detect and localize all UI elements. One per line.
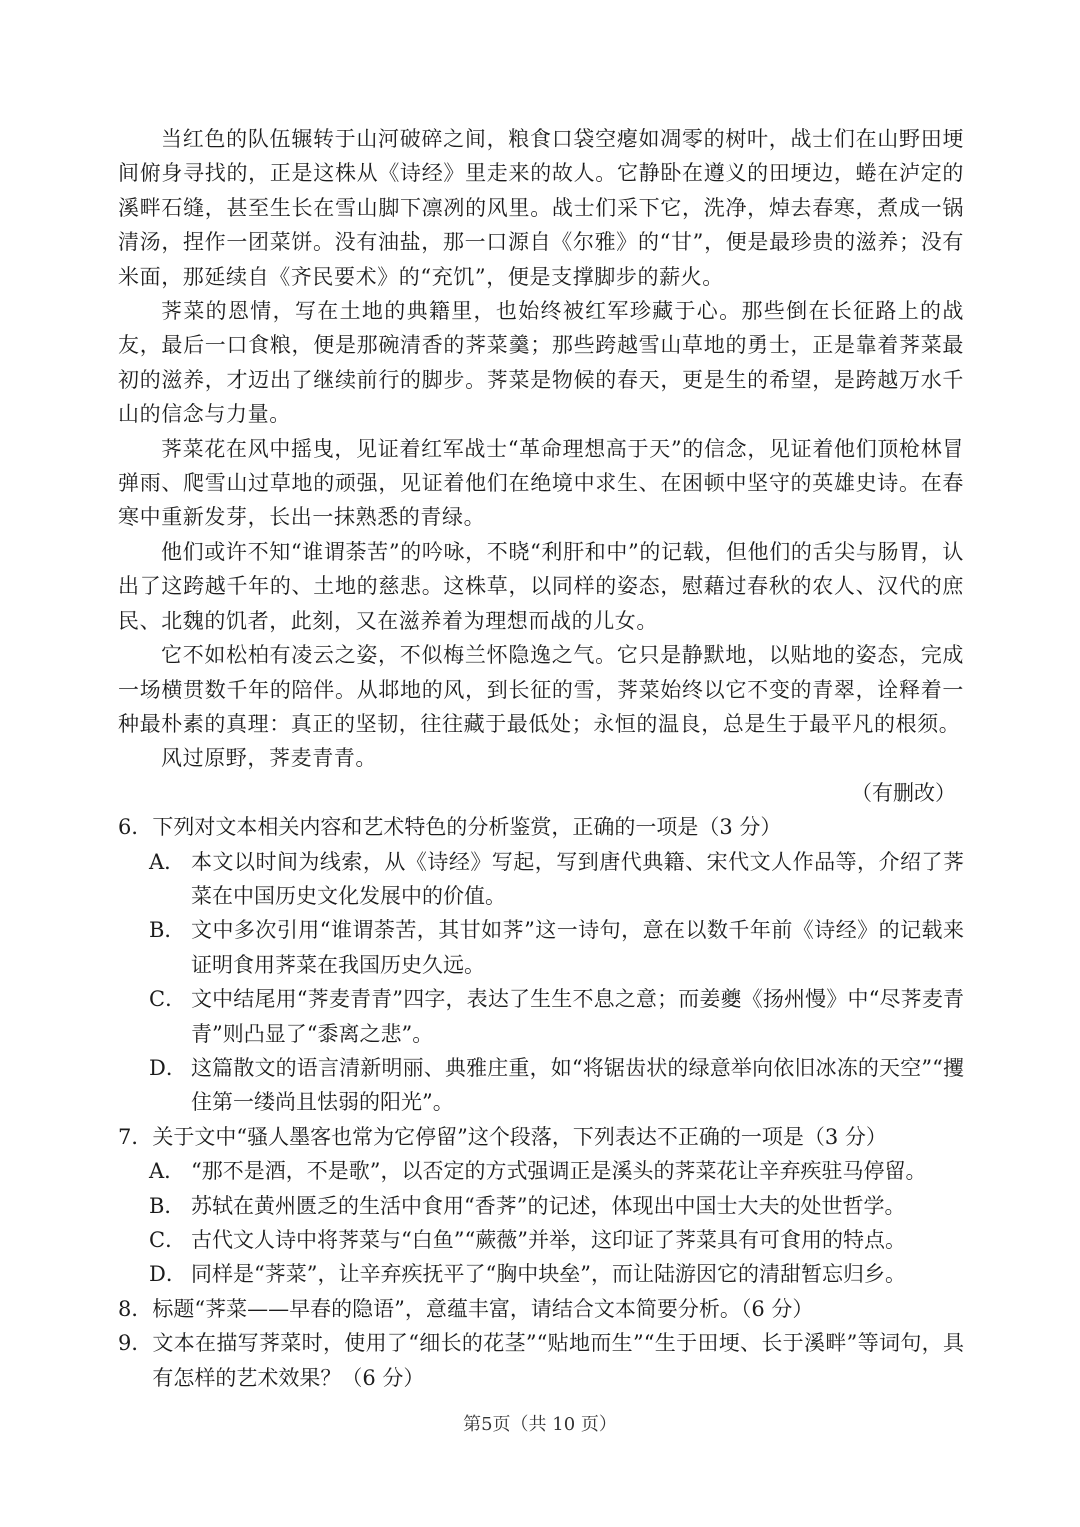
option-letter: C． bbox=[149, 987, 187, 1012]
option-text: 文中多次引用“谁谓荼苦，其甘如荠”这一诗句，意在以数千年前《诗经》的记载来证明食用荠菜在我国历史久远。 bbox=[191, 918, 964, 977]
option-letter: D． bbox=[149, 1262, 187, 1287]
option-b bbox=[149, 1189, 964, 1223]
passage-paragraph-2: 荠菜的恩情，写在土地的典籍里，也始终被红军珍藏于心。那些倒在长征路上的战友，最后一口食粮，便是那碗清香的荠菜羹；那些跨越雪山草地的勇士，正是靠着荠菜最初的滋养，才迈出了继续前行的脚步。荠菜是物候的春天，更是生的希望，是跨越万水千山的信念与力量。 bbox=[118, 299, 964, 427]
option-c bbox=[149, 982, 964, 1051]
question-7 bbox=[118, 1120, 964, 1292]
question-6 bbox=[118, 810, 964, 1120]
question-text: 下列对文本相关内容和艺术特色的分析鉴赏，正确的一项是（3 分） bbox=[152, 815, 782, 840]
question-stem bbox=[118, 1120, 964, 1154]
passage-paragraph-5: 它不如松柏有凌云之姿，不似梅兰怀隐逸之气。它只是静默地，以贴地的姿态，完成一场横贯数千年的陪伴。从邶地的风，到长征的雪，荠菜始终以它不变的青翠，诠释着一种最朴素的真理：真正的坚韧，往往藏于最低处；永恒的温良，总是生于最平凡的根须。 bbox=[118, 643, 964, 736]
option-letter: D． bbox=[149, 1055, 187, 1080]
source-note: （有删改） bbox=[851, 780, 956, 805]
option-text: 本文以时间为线索，从《诗经》写起，写到唐代典籍、宋代文人作品等，介绍了荠菜在中国历史文化发展中的价值。 bbox=[191, 849, 964, 908]
question-stem bbox=[118, 1326, 964, 1395]
option-letter: B． bbox=[149, 918, 186, 943]
option-text: 古代文人诗中将荠菜与“白鱼”“蕨薇”并举，这印证了荠菜具有可食用的特点。 bbox=[191, 1228, 906, 1252]
exam-content bbox=[118, 122, 964, 1395]
question-number: 9． bbox=[118, 1331, 153, 1356]
option-c bbox=[149, 1223, 964, 1257]
question-text: 文本在描写荠菜时，使用了“细长的花茎”“贴地而生”“生于田埂、长于溪畔”等词句，具有怎样的艺术效果？（6 分） bbox=[152, 1331, 964, 1390]
option-a bbox=[149, 1154, 964, 1188]
question-number: 8． bbox=[118, 1296, 153, 1321]
question-8 bbox=[118, 1292, 964, 1326]
question-text: 标题“荠菜——早春的隐语”，意蕴丰富，请结合文本简要分析。（6 分） bbox=[152, 1296, 814, 1321]
passage-paragraph-4: 他们或许不知“谁谓荼苦”的吟咏，不晓“利肝和中”的记载，但他们的舌尖与肠胃，认出了这跨越千年的、土地的慈悲。这株草，以同样的姿态，慰藉过春秋的农人、汉代的庶民、北魏的饥者，此刻，又在滋养着为理想而战的儿女。 bbox=[118, 539, 964, 633]
option-letter: C． bbox=[149, 1228, 187, 1252]
passage-paragraph-6: 风过原野，荠麦青青。 bbox=[161, 746, 377, 771]
option-text: 同样是“荠菜”，让辛弃疾抚平了“胸中块垒”，而让陆游因它的清甜暂忘归乡。 bbox=[191, 1262, 906, 1287]
option-letter: B． bbox=[149, 1193, 186, 1218]
question-9 bbox=[118, 1326, 964, 1395]
option-text: 苏轼在黄州匮乏的生活中食用“香荠”的记述，体现出中国士大夫的处世哲学。 bbox=[191, 1193, 906, 1218]
option-letter: A． bbox=[149, 1159, 186, 1184]
option-text: 文中结尾用“荠麦青青”四字，表达了生生不息之意；而姜夔《扬州慢》中“尽荠麦青青”则凸显了“黍离之悲”。 bbox=[191, 987, 964, 1046]
page-footer: 第5页（共 10 页） bbox=[463, 1414, 617, 1435]
option-d bbox=[149, 1257, 964, 1291]
passage-paragraph-1: 当红色的队伍辗转于山河破碎之间，粮食口袋空瘪如凋零的树叶，战士们在山野田埂间俯身寻找的，正是这株从《诗经》里走来的故人。它静卧在遵义的田埂边，蜷在泸定的溪畔石缝，甚至生长在雪山脚下凛冽的风里。战士们采下它，洗净，焯去春寒，煮成一锅清汤，捏作一团菜饼。没有油盐，那一口源自《尔雅》的“甘”，便是最珍贵的滋养；没有米面，那延续自《齐民要术》的“充饥”，便是支撑脚步的薪火。 bbox=[118, 127, 964, 289]
question-stem bbox=[118, 1292, 964, 1326]
option-d bbox=[149, 1051, 964, 1120]
option-b bbox=[149, 913, 964, 982]
question-stem bbox=[118, 810, 964, 844]
option-a bbox=[149, 845, 964, 914]
question-number: 7． bbox=[118, 1124, 153, 1149]
passage-paragraph-3: 荠菜花在风中摇曳，见证着红军战士“革命理想高于天”的信念，见证着他们顶枪林冒弹雨、爬雪山过草地的顽强，见证着他们在绝境中求生、在困顿中坚守的英雄史诗。在春寒中重新发芽，长出一抹熟悉的青绿。 bbox=[118, 436, 964, 530]
option-text: “那不是酒，不是歌”，以否定的方式强调正是溪头的荠菜花让辛弃疾驻马停留。 bbox=[191, 1159, 927, 1184]
question-text: 关于文中“骚人墨客也常为它停留”这个段落，下列表达不正确的一项是（3 分） bbox=[152, 1124, 887, 1149]
question-number: 6． bbox=[118, 815, 153, 840]
option-text: 这篇散文的语言清新明丽、典雅庄重，如“将锯齿状的绿意举向依旧冰冻的天空”“攫住第一缕尚且怯弱的阳光”。 bbox=[191, 1055, 964, 1115]
option-letter: A． bbox=[149, 849, 186, 874]
